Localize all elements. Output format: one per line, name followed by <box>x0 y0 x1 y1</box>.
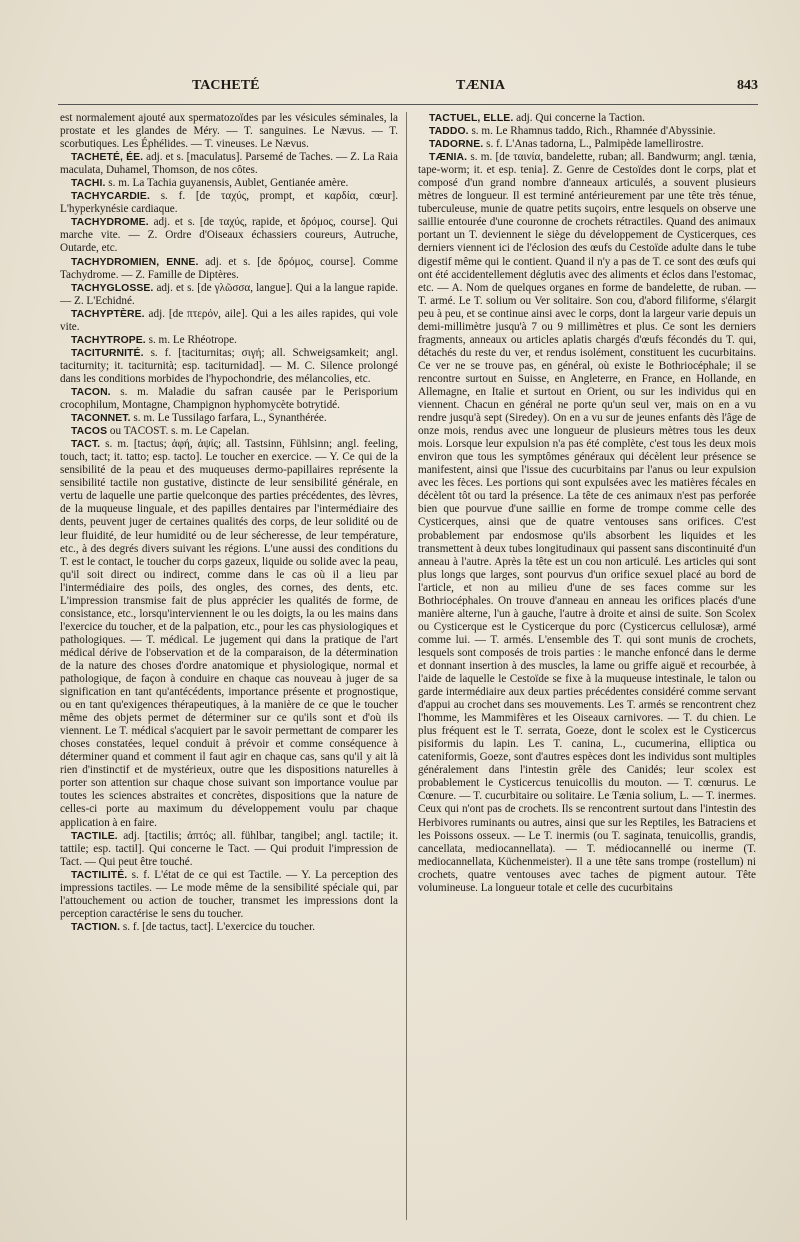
entry-headword: TACHYTROPE. <box>71 334 146 346</box>
entry-text: adj. [de πτερόν, aile]. Qui a les ailes rapides, qui vole vite. <box>60 307 398 333</box>
entry-text: adj. [tactilis; ἁπτός; all. fühlbar, tangibel; angl. tactile; it. tattile; esp. tactil]. Qui concerne le Tact. — Qui produit l'impression de Tact. — Qui peut être touché. <box>60 829 398 868</box>
dictionary-entry <box>60 282 398 308</box>
dictionary-entry <box>418 125 756 138</box>
dictionary-entry <box>60 151 398 177</box>
dictionary-entry <box>60 177 398 190</box>
entry-text: s. f. L'état de ce qui est Tactile. — Y. La perception des impressions tactiles. — Le mode même de la sensibilité spéciale qui, par l'attouchement ou action de toucher, transmet les impressions dont la perception caractérise le sens du toucher. <box>60 868 398 920</box>
entry-text: s. f. [de tactus, tact]. L'exercice du toucher. <box>122 920 316 933</box>
entry-text: adj. et s. [de δρόμος, course]. Comme Tachydrome. — Z. Famille de Diptères. <box>60 255 399 281</box>
dictionary-entry <box>60 921 398 934</box>
entry-headword: TACTUEL, ELLE. <box>429 113 514 124</box>
dictionary-entry <box>60 386 398 412</box>
entry-headword: TACHYDROME. <box>71 217 149 229</box>
dictionary-entry <box>418 112 756 125</box>
entry-headword: TACHETÉ, ÉE. <box>71 152 144 164</box>
entry-headword: TACHYDROMIEN, ENNE. <box>71 256 199 268</box>
entry-text: s. m. [tactus; ἁφή, ἀψίς; all. Tastsinn, Fühlsinn; angl. feeling, touch, tact; it. tatto; esp. tacto]. Le toucher en exercice. — Y. Ce qui de la sensibilité de la peau et des muqueuses dermo-papillaires représente la sensibilité tactile non gustative, distincte de leur sensibilité générale, en vertu de laquelle une partie quelconque des parties précédentes, des lèvres, de la muqueuse linguale, et des papilles dentaires par l'intermédiaire des dents, peuvent juger de certaines qualités des corps, de leur solidité ou de leur fluidité, de leur humidité ou de leur sécheresse, de leur température, etc., à des degrés divers suivant les régions. L'une aussi des conditions du T. est le contact, le toucher du corps gazeux, liquide ou solide avec la peau, qu'il soit direct ou indirect, comme dans le cas où il a lieu par l'intermédiaire des poils, des ongles, des cornes, des dents, etc. L'impression transmise fait de plus apprécier les qualités de forme, de consistance, etc., lorsqu'interviennent le ou les doigts, la ou les mains dans l'exercice du toucher, et de la palpation, etc., pour les cas physiologiques et pathologiques. — T. médical. Le jugement qui dans la pratique de l'art médical dérive de l'observation et de la comparaison, de la détermination de la nature des choses d'ordre anatomique et physiologique, normal et pathologique, de façon à conduire en chaque cas nouveau à juger de sa signification en tant qu'antécédents, importance présente et prognostique, ou en tant qu'exigences thérapeutiques, à la manière de ce que le toucher même des objets permet de déterminer sur ce qu'ils sont et d'où ils viennent. Le T. médical s'acquiert par le savoir permettant de comparer les choses constatées, lequel conduit à prévoir et comme conséquence à déterminer quand et comment il faut agir en chaque cas, sans qu'il y ait là rien d'instinctif et de mystérieux, outre que les dispositions naturelles à porter son attention sur chaque chose suivant son importance voulue par toutes les sciences abstraites et concrètes, dispositions que la nature de celles-ci porte au maximum du développement voulu par chaque application à en faire. <box>60 438 398 829</box>
dictionary-entry <box>60 412 398 425</box>
header-right-word: TÆNIA <box>456 78 506 93</box>
entry-headword: TACTION. <box>71 921 121 933</box>
entry-text: s. m. Maladie du safran causée par le Perisporium crocophilum, Montagne, Champignon hyphomycète botrytidé. <box>60 385 399 412</box>
dictionary-entry <box>60 334 398 347</box>
entry-headword: TACHYGLOSSE. <box>71 282 154 294</box>
entry-headword: TÆNIA. <box>429 152 468 164</box>
entry-text: s. m. Le Rhamnus taddo, Rich., Rhamnée d'Abyssinie. <box>471 125 716 138</box>
dictionary-entry <box>60 347 398 386</box>
entry-headword: TADORNE. <box>429 139 484 151</box>
right-column <box>418 112 756 895</box>
dictionary-entry <box>60 216 398 255</box>
header-rule <box>58 104 758 105</box>
dictionary-entry <box>60 112 398 151</box>
page-number: 843 <box>737 78 758 93</box>
entry-headword: TACHYCARDIE. <box>71 191 150 203</box>
entry-text: adj. et s. [de γλῶσσα, langue]. Qui a la langue rapide. — Z. L'Echidné. <box>60 281 398 307</box>
entry-text: ou TACOST. s. m. Le Capelan. <box>109 425 250 438</box>
dictionary-entry <box>418 138 756 151</box>
dictionary-entry <box>60 190 398 216</box>
entry-text: s. f. L'Anas tadorna, L., Palmipède lamellirostre. <box>486 138 704 151</box>
column-divider <box>406 112 407 1220</box>
dictionary-entry <box>418 151 756 895</box>
dictionary-entry <box>60 308 398 334</box>
entry-headword: TACON. <box>71 386 111 398</box>
dictionary-entry <box>60 869 398 921</box>
entry-headword: TACONNET. <box>71 413 131 425</box>
entry-headword: TACTILE. <box>71 830 118 842</box>
entry-text: s. f. [de ταχύς, prompt, et καρδία, cœur]. L'hyperkynésie cardiaque. <box>60 190 399 216</box>
entry-headword: TACOS <box>71 426 108 438</box>
entry-text: adj. et s. [de ταχύς, rapide, et δρόμος, course]. Qui marche vite. — Z. Ordre d'Oiseaux échassiers coureurs, Autruche, Outarde, etc. <box>60 216 399 255</box>
entry-headword: TACITURNITÉ. <box>71 347 144 359</box>
dictionary-entry <box>60 830 398 869</box>
entry-text: s. m. La Tachia guyanensis, Aublet, Gentianée amère. <box>108 177 349 190</box>
entry-headword: TACTILITÉ. <box>71 869 128 881</box>
dictionary-entry <box>60 425 398 438</box>
left-column <box>60 112 398 934</box>
entry-text: s. m. Le Rhéotrope. <box>148 333 237 346</box>
entry-headword: TACHYPTÈRE. <box>71 308 145 320</box>
running-header <box>58 78 758 98</box>
entry-text: s. m. [de ταινία, bandelette, ruban; all. Bandwurm; angl. tænia, tape-worm; it. et esp. tenia]. Z. Genre de Cestoïdes dont le corps, plat et composé d'un grand nombre d'anneaux articulés, a souvent plusieurs mètres de longueur. Il est terminé antérieurement par une tête très ténue, tuberculeuse, munie de quatre petits suçoirs, entre lesquels on observe une saillie entourée d'une couronne de crochets rétractiles. Quand des animaux portant un T. deviennent le siège du développement de Cysticerques, ces derniers viennent ici de l'éclosion des œufs du Cestoïde adulte dans le tube digestif même qui le contient. Quand il n'y a pas de T. ce sont des œufs qui ont été accidentellement déglutis avec des aliments et éclos dans l'estomac, etc. — A. Nom de quelques organes en forme de bandelette, de ruban. — T. armé. Le T. solium ou Ver solitaire. Son cou, d'abord filiforme, s'élargit peu à peu, et se continue ainsi avec le corps, dont la largeur varie depuis un demi-millimètre jusqu'à 7 ou 9 millimètres et plus. Ce sont les derniers fragments, anneaux ou articles aplatis chargés d'œufs fécondés du T. qui, détachés du reste du ver, et rendus isolément, constituent les cucurbitains. Ce ver ne se trouve pas, en général, où existe le Bothriocéphale; il se rencontre surtout en Suisse, en Angleterre, en France, en Hollande, en Allemagne, en Italie et surtout en Orient, ou sur les individus qui en viennent. Chacun en général ne porte qu'un seul ver, mais on en a vu rendre jusqu'à sept (Siredey). On en a vu sur de jeunes enfants dès l'âge de onze mois, rendus avec une longueur de plusieurs mètres tous les deux mois. Lorsque leur expulsion n'a pas été complète, c'est tous les deux mois environ que tous les symptômes généraux qui décèlent leur présence se manifestent, ainsi que l'issue des cucurbitains par l'anus ou leur expulsion avec les fèces. Les portions qui sont expulsées avec les matières fécales en décèlent tôt ou tard la présence. La tête de ces animaux n'est pas perforée bien que pourvue d'une saillie en forme de trompe comme celle des Cysticerques, ainsi que de quatre ventouses sans orifices. C'est probablement par endosmose qu'ils absorbent les liquides et les transmettent à deux tubes longitudinaux qui passent sans discontinuité d'un anneau à l'autre. Après la tête est un cou non articulé. Les articles qui sont plus longs que larges, sont pourvus d'un orifice sexuel placé au bord de l'article, et non au milieu d'une de ses faces comme sur les Bothriocéphales. On trouve d'anneau en anneau les orifices placés d'une manière alterne, l'un à gauche, l'autre à droite et ainsi de suite. Son Scolex ou Cysticerque est le Cysticerque du porc (Cysticercus cellulosæ), armé comme lui. — T. armés. L'ensemble des T. qui sont munis de crochets, lesquels sont composés de trois parties : le manche enfoncé dans le derme et donnant insertion à des muscles, la lame ou griffe aiguë et recourbée, à l'aide de laquelle le Cestoïde se fixe à la muqueuse intestinale, le talon ou garde intermédiaire aux deux parties précédentes considéré comme servant d'appui au crochet dans ses mouvements. Les T. armés se rencontrent chez l'homme, les Mammifères et les Oiseaux carnivores. — T. du chien. Le plus fréquent est le T. serrata, Goeze, dont le scolex est le Cysticercus pisiformis du lapin. Les T. canina, L., cucumerina, elliptica ou cateniformis, Goeze, sont d'autres espèces dont les individus sont multiples généralement dans l'intestin grêle des Canidés; leur scolex est probablement le Cysticercus tenuicollis du mouton. — T. cœnurus. Le Cœnure. — T. cucurbitaire ou solitaire. Le Tænia solium, L. — T. inermes. Ceux qui n'ont pas de crochets. Ils se rencontrent surtout dans l'intestin des Herbivores ruminants ou autres, ainsi que sur les Reptiles, les Batraciens et les Poissons osseux. — Le T. inermis (ou T. saginata, tenuicollis, grandis, cancellata, mediocannellata). — T. médiocannellé ou inerme (T. mediocannellata, Küchenmeister). Il a une tête sans trompe (rostellum) ni crochets, quatre ventouses avec taches de pigment autour. Tête volumineuse. La longueur totale et celle des cucurbitains <box>418 151 756 894</box>
entry-text: est normalement ajouté aux spermatozoïdes par les vésicules séminales, la prostate et les glandes de Méry. — T. sanguines. Le Nævus. — T. scorbutiques. Les Éphélides. — T. vineuses. Le Nævus. <box>60 112 398 151</box>
entry-headword: TADDO. <box>429 126 469 138</box>
entry-text: adj. et s. [maculatus]. Parsemé de Taches. — Z. La Raia maculata, Duhamel, Thomson, de nos côtes. <box>60 151 398 177</box>
header-left-word: TACHETÉ <box>192 78 260 93</box>
entry-text: s. f. [taciturnitas; σιγή; all. Schweigsamkeit; angl. taciturnity; it. taciturnità; esp. taciturnidad]. — M. C. Silence prolongé dans les conditions morbides de l'hypochondrie, des mélancolies, etc. <box>60 346 398 385</box>
entry-headword: TACT. <box>71 439 101 451</box>
entry-text: s. m. Le Tussilago farfara, L., Synanthérée. <box>133 412 327 425</box>
dictionary-entry <box>60 438 398 829</box>
dictionary-entry <box>60 256 398 282</box>
entry-headword: TACHI. <box>71 178 106 190</box>
entry-text: adj. Qui concerne la Taction. <box>516 112 645 124</box>
